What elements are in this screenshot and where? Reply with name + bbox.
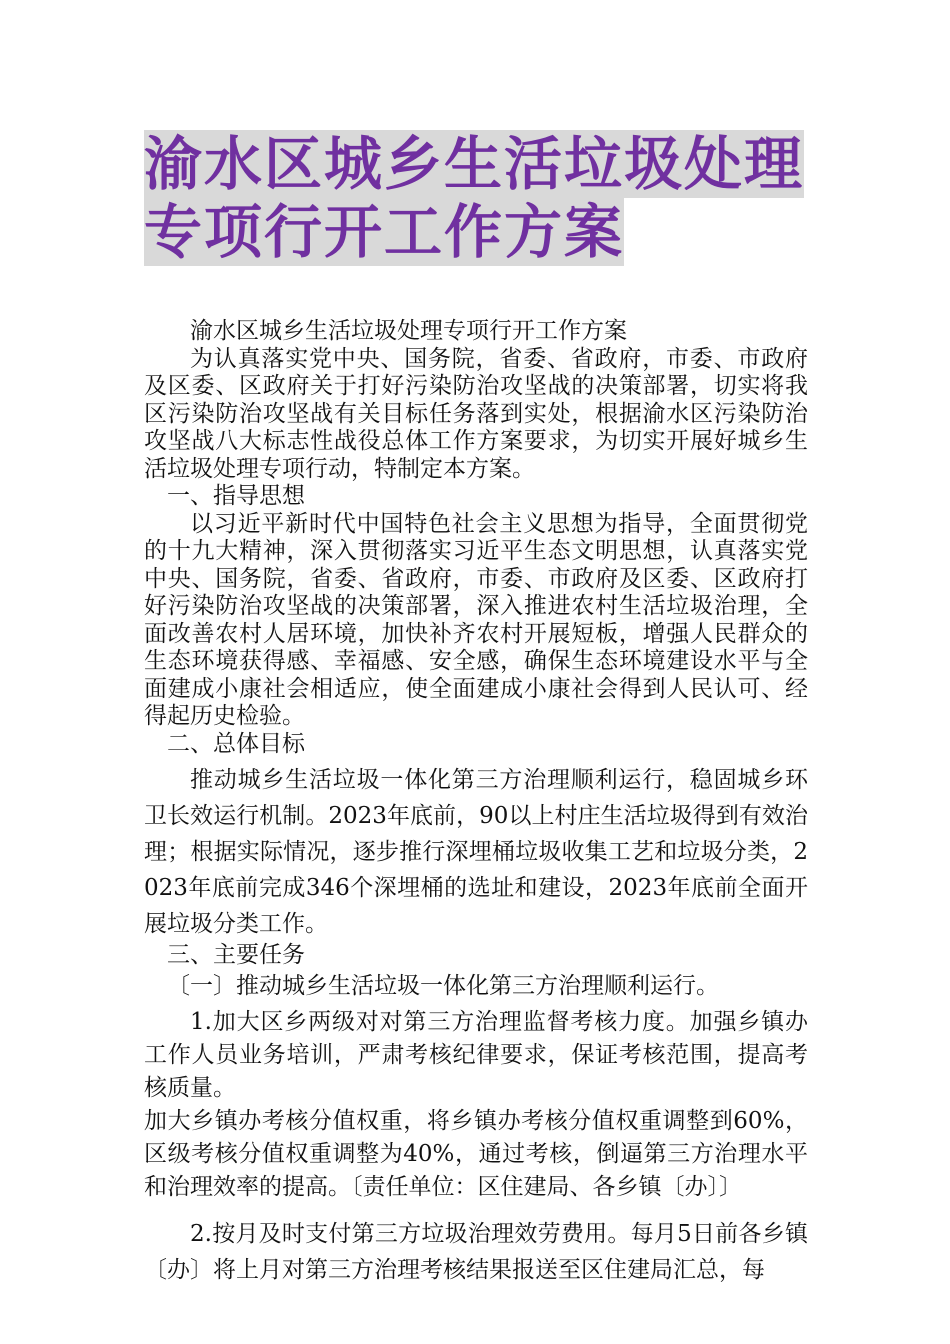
title-line-2: 专项行开工作方案: [144, 198, 625, 266]
document-title: [144, 130, 824, 266]
section-3-heading: 三、主要任务: [167, 942, 305, 968]
section-2-body: 推动城乡生活垃圾一体化第三方治理顺利运行，稳固城乡环卫长效运行机制。2023年底前，90以上村庄生活垃圾得到有效治理；根据实际情况，逐步推行深埋桶垃圾收集工艺和垃圾分类，2023年底前完成346个深埋桶的选址和建设，2023年底前全面开展垃圾分类工作。: [144, 767, 808, 937]
document-body: [144, 318, 808, 1288]
section-3-subheading: 〔一〕推动城乡生活垃圾一体化第三方治理顺利运行。: [167, 972, 719, 999]
section-1-heading: 一、指导思想: [167, 483, 305, 509]
intro-title: 渝水区城乡生活垃圾处理专项行开工作方案: [190, 318, 627, 344]
title-line-1: 渝水区城乡生活垃圾处理: [144, 130, 805, 198]
task-2: 2.按月及时支付第三方垃圾治理效劳费用。每月5日前各乡镇〔办〕将上月对第三方治理考核结果报送至区住建局汇总，每: [144, 1220, 808, 1283]
intro-paragraph: 为认真落实党中央、国务院，省委、省政府，市委、市政府及区委、区政府关于打好污染防治攻坚战的决策部署，切实将我区污染防治攻坚战有关目标任务落到实处，根据渝水区污染防治攻坚战八大标志性战役总体工作方案要求，为切实开展好城乡生活垃圾处理专项行动，特制定本方案。: [144, 345, 808, 482]
task-1-part-1: 1.加大区乡两级对对第三方治理监督考核力度。加强乡镇办工作人员业务培训，严肃考核纪律要求，保证考核范围，提高考核质量。: [144, 1008, 808, 1101]
task-1-part-2: 加大乡镇办考核分值权重，将乡镇办考核分值权重调整到60%，区级考核分值权重调整为40%，通过考核，倒逼第三方治理水平和治理效率的提高。〔责任单位：区住建局、各乡镇〔办〕〕: [144, 1107, 808, 1200]
section-1-body: 以习近平新时代中国特色社会主义思想为指导，全面贯彻党的十九大精神，深入贯彻落实习近平生态文明思想，认真落实党中央、国务院，省委、省政府，市委、市政府及区委、区政府打好污染防治攻坚战的决策部署，深入推进农村生活垃圾治理，全面改善农村人居环境，加快补齐农村开展短板，增强人民群众的生态环境获得感、幸福感、安全感，确保生态环境建设水平与全面建成小康社会相适应，使全面建成小康社会得到人民认可、经得起历史检验。: [144, 510, 808, 729]
section-2-heading: 二、总体目标: [167, 730, 305, 757]
